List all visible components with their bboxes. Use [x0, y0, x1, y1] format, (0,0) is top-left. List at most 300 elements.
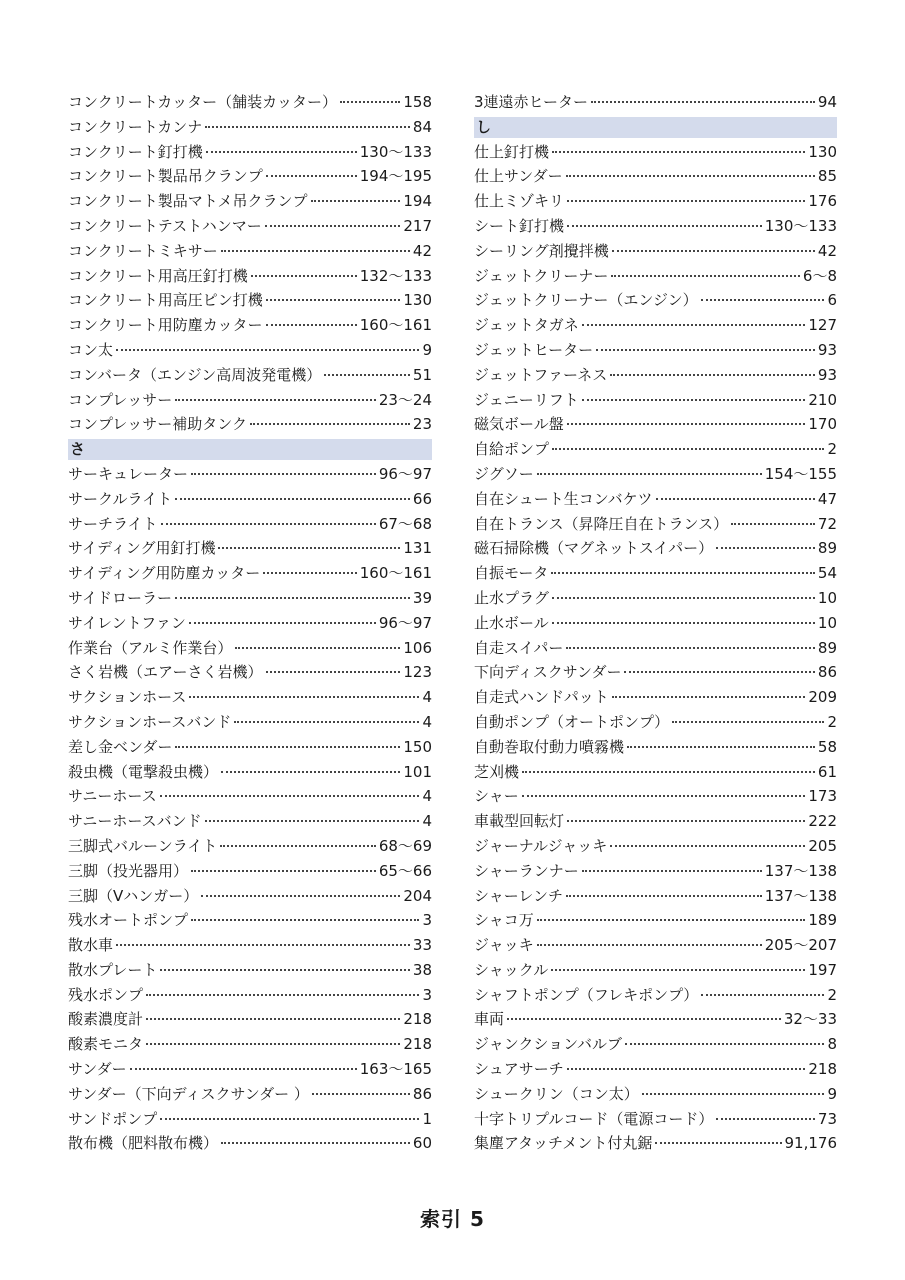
index-page-number: 66 — [412, 489, 432, 508]
index-entry — [68, 809, 432, 834]
index-entry — [68, 685, 432, 710]
index-term: コンクリートカッター（舗装カッター） — [68, 93, 337, 111]
dot-leader — [160, 1118, 419, 1120]
index-page-number: 218 — [403, 1010, 432, 1029]
index-term: サニーホースバンド — [68, 812, 202, 831]
index-entry — [68, 487, 432, 512]
index-term: 集塵アタッチメント付丸鋸 — [474, 1134, 653, 1153]
index-term: ジェニーリフト — [474, 390, 579, 409]
index-term: 三脚（投光器用） — [68, 861, 189, 880]
dot-leader — [522, 795, 806, 797]
index-entry — [474, 487, 837, 512]
index-page-number: 209 — [808, 688, 837, 707]
dot-leader — [567, 200, 805, 202]
index-page-number: 3 — [422, 985, 432, 1004]
dot-leader — [175, 597, 410, 599]
index-entry — [68, 1032, 432, 1057]
index-term: シャコ万 — [474, 911, 534, 930]
index-page-number: 130 — [403, 291, 432, 310]
index-term: シュアサーチ — [474, 1060, 564, 1079]
index-entry — [68, 983, 432, 1008]
index-term: 止水ボール — [474, 613, 549, 632]
index-term: シャーレンチ — [474, 886, 564, 905]
dot-leader — [220, 845, 376, 847]
index-term: 下向ディスクサンダー — [474, 663, 622, 682]
index-term: 残水ポンプ — [68, 985, 144, 1004]
index-entry — [474, 140, 837, 165]
index-term: コンプレッサー補助タンク — [68, 415, 247, 434]
index-term: 酸素濃度計 — [68, 1010, 144, 1029]
index-entry — [474, 760, 837, 785]
index-entry — [68, 834, 432, 859]
index-entry — [474, 536, 837, 561]
index-page-number: 39 — [412, 588, 432, 607]
index-term: コンバータ（エンジン高周波発電機） — [68, 365, 322, 384]
index-page-number: 2 — [827, 712, 837, 731]
dot-leader — [251, 275, 357, 277]
index-entry — [474, 313, 837, 338]
index-entry — [68, 536, 432, 561]
index-column-right — [474, 90, 837, 1156]
dot-leader — [627, 746, 815, 748]
index-page-number: 89 — [817, 638, 837, 657]
page-footer: 索引 5 — [420, 1207, 485, 1231]
index-page-number: 154～155 — [764, 464, 837, 483]
index-page-number: 89 — [817, 539, 837, 558]
dot-leader — [716, 547, 815, 549]
index-entry — [474, 884, 837, 909]
index-page-number: 42 — [817, 241, 837, 260]
index-term: 3連遠赤ヒーター — [474, 93, 588, 111]
index-entry — [474, 239, 837, 264]
index-entry — [68, 288, 432, 313]
index-entry — [474, 933, 837, 958]
index-term: 散布機（肥料散布機） — [68, 1134, 219, 1153]
index-page-number: 170 — [808, 415, 837, 434]
dot-leader — [221, 1142, 410, 1144]
index-entry — [68, 214, 432, 239]
index-term: サイディング用防塵カッター — [68, 564, 261, 583]
index-entry — [68, 636, 432, 661]
dot-leader — [567, 820, 805, 822]
dot-leader — [218, 547, 400, 549]
index-term: 自給ポンプ — [474, 440, 550, 459]
dot-leader — [189, 696, 419, 698]
index-term: 散水プレート — [68, 960, 158, 979]
index-page-number: 132～133 — [359, 266, 432, 285]
index-entry — [68, 611, 432, 636]
index-page-number: 210 — [808, 390, 837, 409]
dot-leader — [566, 647, 815, 649]
index-term: 酸素モニタ — [68, 1035, 144, 1054]
index-page-number: 173 — [808, 787, 837, 806]
index-page-number: 150 — [403, 737, 432, 756]
dot-leader — [610, 845, 805, 847]
index-term: サイドローラー — [68, 588, 172, 607]
index-term: ジャンクションバルブ — [474, 1035, 623, 1054]
index-term: 磁石掃除機（マグネットスイパー） — [474, 539, 714, 558]
index-page-number: 130～133 — [359, 142, 432, 161]
index-page-number: 23～24 — [378, 390, 432, 409]
dot-leader — [716, 1118, 815, 1120]
index-entry — [68, 735, 432, 760]
index-page-number: 9 — [422, 340, 432, 359]
index-term: コンクリート用高圧釘打機 — [68, 266, 248, 285]
index-page-number: 96～97 — [378, 613, 432, 632]
dot-leader — [507, 1018, 781, 1020]
index-term: 仕上ミゾキリ — [474, 192, 565, 211]
index-page-number: 130～133 — [764, 216, 837, 235]
index-entry — [68, 908, 432, 933]
index-page-number: 163～165 — [359, 1060, 432, 1079]
dot-leader — [566, 175, 815, 177]
index-term: サイディング用釘打機 — [68, 539, 216, 558]
index-term: サークルライト — [68, 489, 173, 508]
dot-leader — [642, 1093, 825, 1095]
index-entry — [474, 1032, 837, 1057]
index-entry — [68, 784, 432, 809]
index-entry — [68, 412, 432, 437]
index-page-number: 51 — [412, 365, 432, 384]
index-page-number: 84 — [412, 117, 432, 136]
dot-leader — [161, 523, 376, 525]
dot-leader — [205, 820, 420, 822]
index-page-number: 47 — [817, 489, 837, 508]
index-entry — [68, 90, 432, 115]
index-term: 三脚式バルーンライト — [68, 836, 218, 855]
dot-leader — [656, 498, 815, 500]
index-term: 仕上サンダー — [474, 167, 563, 186]
index-page-number: 205 — [808, 836, 837, 855]
index-column-left — [68, 90, 432, 1156]
dot-leader — [266, 324, 357, 326]
dot-leader — [234, 721, 419, 723]
index-page-number: 93 — [817, 365, 837, 384]
index-entry — [68, 958, 432, 983]
dot-leader — [551, 969, 805, 971]
index-entry — [474, 859, 837, 884]
index-page-number: 42 — [412, 241, 432, 260]
index-term: 三脚（Vハンガー） — [68, 886, 199, 905]
index-entry — [68, 1082, 432, 1107]
index-term: 自走式ハンドパット — [474, 688, 609, 707]
index-entry — [474, 710, 837, 735]
dot-leader — [130, 1068, 357, 1070]
index-page-number: 67～68 — [378, 514, 432, 533]
index-term: 差し金ベンダー — [68, 737, 173, 756]
index-term: サクションホース — [68, 688, 187, 707]
index-entry — [474, 1082, 837, 1107]
index-page-number: 101 — [403, 762, 432, 781]
index-page-number: 160～161 — [359, 316, 432, 335]
index-term: ジェットクリーナー（エンジン） — [474, 291, 698, 310]
index-page-number: 1 — [422, 1109, 432, 1128]
dot-leader — [567, 225, 762, 227]
index-entry — [68, 313, 432, 338]
dot-leader — [265, 225, 401, 227]
index-page-number: 68～69 — [378, 836, 432, 855]
index-term: サイレントファン — [68, 613, 186, 632]
index-page-number: 96～97 — [378, 464, 432, 483]
index-term: コンクリート用防塵カッター — [68, 316, 263, 335]
index-term: シュークリン（コン太） — [474, 1084, 639, 1103]
dot-leader — [582, 399, 806, 401]
dot-leader — [672, 721, 824, 723]
index-entry — [68, 1131, 432, 1156]
index-section-header: さ — [68, 439, 432, 460]
index-entry — [474, 90, 837, 115]
dot-leader — [522, 771, 815, 773]
dot-leader — [206, 151, 357, 153]
index-entry — [68, 239, 432, 264]
index-page-number: 33 — [412, 936, 432, 955]
index-entry — [68, 884, 432, 909]
index-entry — [474, 1057, 837, 1082]
index-term: コン太 — [68, 340, 114, 359]
index-entry — [68, 189, 432, 214]
dot-leader — [591, 101, 815, 103]
index-page-number: 194 — [403, 192, 432, 211]
dot-leader — [312, 1093, 410, 1095]
index-entry — [68, 140, 432, 165]
index-term: シート釘打機 — [474, 216, 565, 235]
index-entry — [474, 958, 837, 983]
index-term: コンクリート釘打機 — [68, 142, 203, 161]
index-page-number: 3 — [422, 911, 432, 930]
index-page-number: 38 — [412, 960, 432, 979]
index-term: サンダー — [68, 1060, 127, 1079]
dot-leader — [189, 622, 376, 624]
index-entry — [68, 338, 432, 363]
index-term: 自走スイパー — [474, 638, 564, 657]
index-page-number: 93 — [817, 340, 837, 359]
index-page-number: 137～138 — [764, 861, 837, 880]
index-term: サーチライト — [68, 514, 158, 533]
dot-leader — [625, 1043, 824, 1045]
dot-leader — [221, 250, 410, 252]
index-term: サンドポンプ — [68, 1109, 158, 1128]
index-entry — [474, 462, 837, 487]
dot-leader — [266, 299, 401, 301]
index-entry — [68, 462, 432, 487]
dot-leader — [116, 944, 410, 946]
index-term: コンクリート製品マトメ吊クランプ — [68, 192, 308, 211]
dot-leader — [175, 746, 400, 748]
index-entry — [474, 338, 837, 363]
index-page-number: 72 — [817, 514, 837, 533]
dot-leader — [160, 795, 420, 797]
index-page-number: 222 — [808, 812, 837, 831]
index-page-number: 32～33 — [783, 1010, 837, 1029]
index-entry — [68, 115, 432, 140]
index-term: 芝刈機 — [474, 762, 520, 781]
index-term: シャックル — [474, 960, 549, 979]
index-term: 止水プラグ — [474, 588, 550, 607]
dot-leader — [551, 572, 815, 574]
index-section-header: し — [474, 117, 837, 138]
index-page-number: 197 — [808, 960, 837, 979]
index-term: 自在シュート生コンバケツ — [474, 489, 653, 508]
index-term: コンクリート用高圧ピン打機 — [68, 291, 263, 310]
index-term: 自在トランス（昇降圧自在トランス） — [474, 514, 729, 533]
dot-leader — [552, 622, 815, 624]
index-page-number: 189 — [808, 911, 837, 930]
index-entry — [474, 363, 837, 388]
index-entry — [474, 809, 837, 834]
index-entry — [68, 586, 432, 611]
index-entry — [68, 264, 432, 289]
dot-leader — [552, 597, 815, 599]
dot-leader — [552, 151, 805, 153]
index-term: 殺虫機（電撃殺虫機） — [68, 762, 219, 781]
index-page-number: 4 — [422, 688, 432, 707]
dot-leader — [537, 473, 762, 475]
index-page-number: 8 — [827, 1035, 837, 1054]
index-page-number: 4 — [422, 787, 432, 806]
index-term: ジェットタガネ — [474, 316, 579, 335]
index-entry — [474, 1007, 837, 1032]
index-entry — [474, 388, 837, 413]
index-page-number: 6～8 — [802, 266, 837, 285]
index-term: サクションホースバンド — [68, 712, 232, 731]
index-page-number: 61 — [817, 762, 837, 781]
dot-leader — [701, 994, 824, 996]
index-page-number: 176 — [808, 192, 837, 211]
dot-leader — [582, 870, 762, 872]
index-page-number: 73 — [817, 1109, 837, 1128]
dot-leader — [146, 1043, 400, 1045]
index-entry — [474, 685, 837, 710]
index-page-number: 131 — [403, 539, 432, 558]
index-page-number: 218 — [403, 1035, 432, 1054]
dot-leader — [160, 969, 410, 971]
dot-leader — [612, 696, 806, 698]
index-term: コンプレッサー — [68, 390, 173, 409]
dot-leader — [146, 1018, 400, 1020]
dot-leader — [596, 349, 815, 351]
dot-leader — [731, 523, 815, 525]
index-term: ジャッキ — [474, 936, 534, 955]
dot-leader — [701, 299, 825, 301]
index-term: ジェットクリーナー — [474, 266, 609, 285]
dot-leader — [201, 895, 400, 897]
index-entry — [68, 363, 432, 388]
index-term: シャーランナー — [474, 861, 579, 880]
index-entry — [68, 1057, 432, 1082]
dot-leader — [611, 275, 800, 277]
index-page-number: 194～195 — [359, 167, 432, 186]
index-term: 作業台（アルミ作業台） — [68, 638, 233, 657]
index-entry — [474, 412, 837, 437]
dot-leader — [610, 374, 815, 376]
index-entry — [474, 288, 837, 313]
index-entry — [474, 1131, 837, 1156]
index-term: 十字トリプルコード（電源コード） — [474, 1109, 714, 1128]
index-page-number: 9 — [827, 1084, 837, 1103]
dot-leader — [191, 919, 419, 921]
index-entry — [474, 561, 837, 586]
index-entry — [474, 660, 837, 685]
index-page-number: 60 — [412, 1134, 432, 1153]
index-term: コンクリートカンナ — [68, 117, 203, 136]
index-term: 自動ポンプ（オートポンプ） — [474, 712, 670, 731]
index-term: 車載型回転灯 — [474, 812, 565, 831]
dot-leader — [624, 671, 814, 673]
dot-leader — [250, 423, 410, 425]
dot-leader — [566, 895, 762, 897]
dot-leader — [582, 324, 806, 326]
index-term: 自動巻取付動力噴霧機 — [474, 737, 625, 756]
index-term: 自振モータ — [474, 564, 549, 583]
dot-leader — [552, 448, 824, 450]
index-entry — [474, 834, 837, 859]
index-term: シャフトポンプ（フレキポンプ） — [474, 985, 699, 1004]
dot-leader — [263, 572, 356, 574]
index-term: シャー — [474, 787, 519, 806]
index-entry — [68, 512, 432, 537]
index-term: 車両 — [474, 1010, 505, 1029]
index-entry — [474, 908, 837, 933]
index-entry — [474, 189, 837, 214]
index-page-number: 106 — [403, 638, 432, 657]
index-page-number: 158 — [403, 93, 432, 111]
dot-leader — [324, 374, 410, 376]
dot-leader — [537, 944, 762, 946]
dot-leader — [340, 101, 400, 103]
index-term: コンクリートミキサー — [68, 241, 218, 260]
index-page-number: 10 — [817, 613, 837, 632]
index-entry — [68, 561, 432, 586]
index-entry — [474, 437, 837, 462]
index-term: 残水オートポンプ — [68, 911, 189, 930]
index-page-number: 6 — [827, 291, 837, 310]
index-entry — [474, 983, 837, 1008]
dot-leader — [567, 1068, 806, 1070]
dot-leader — [191, 870, 376, 872]
index-page-number: 218 — [808, 1060, 837, 1079]
dot-leader — [175, 498, 410, 500]
index-entry — [474, 586, 837, 611]
index-page-number: 85 — [817, 167, 837, 186]
index-entry — [474, 264, 837, 289]
index-entry — [68, 760, 432, 785]
dot-leader — [266, 671, 401, 673]
index-page-number: 130 — [808, 142, 837, 161]
index-term: ジェットファーネス — [474, 365, 608, 384]
index-page-number: 160～161 — [359, 564, 432, 583]
index-term: ジェットヒーター — [474, 340, 594, 359]
dot-leader — [655, 1142, 781, 1144]
index-term: コンクリートテストハンマー — [68, 216, 262, 235]
index-term: 散水車 — [68, 936, 114, 955]
index-entry — [474, 784, 837, 809]
dot-leader — [235, 647, 400, 649]
index-page-number: 2 — [827, 985, 837, 1004]
index-page-number: 23 — [412, 415, 432, 434]
index-term: さく岩機（エアーさく岩機） — [68, 663, 263, 682]
index-entry — [68, 859, 432, 884]
index-page-number: 204 — [403, 886, 432, 905]
index-entry — [68, 1107, 432, 1132]
index-entry — [474, 512, 837, 537]
index-page-number: 217 — [403, 216, 432, 235]
index-entry — [68, 1007, 432, 1032]
index-entry — [68, 660, 432, 685]
dot-leader — [205, 126, 410, 128]
index-entry — [474, 1107, 837, 1132]
index-term: サンダー（下向ディスクサンダー ） — [68, 1084, 309, 1103]
index-page-number: 123 — [403, 663, 432, 682]
